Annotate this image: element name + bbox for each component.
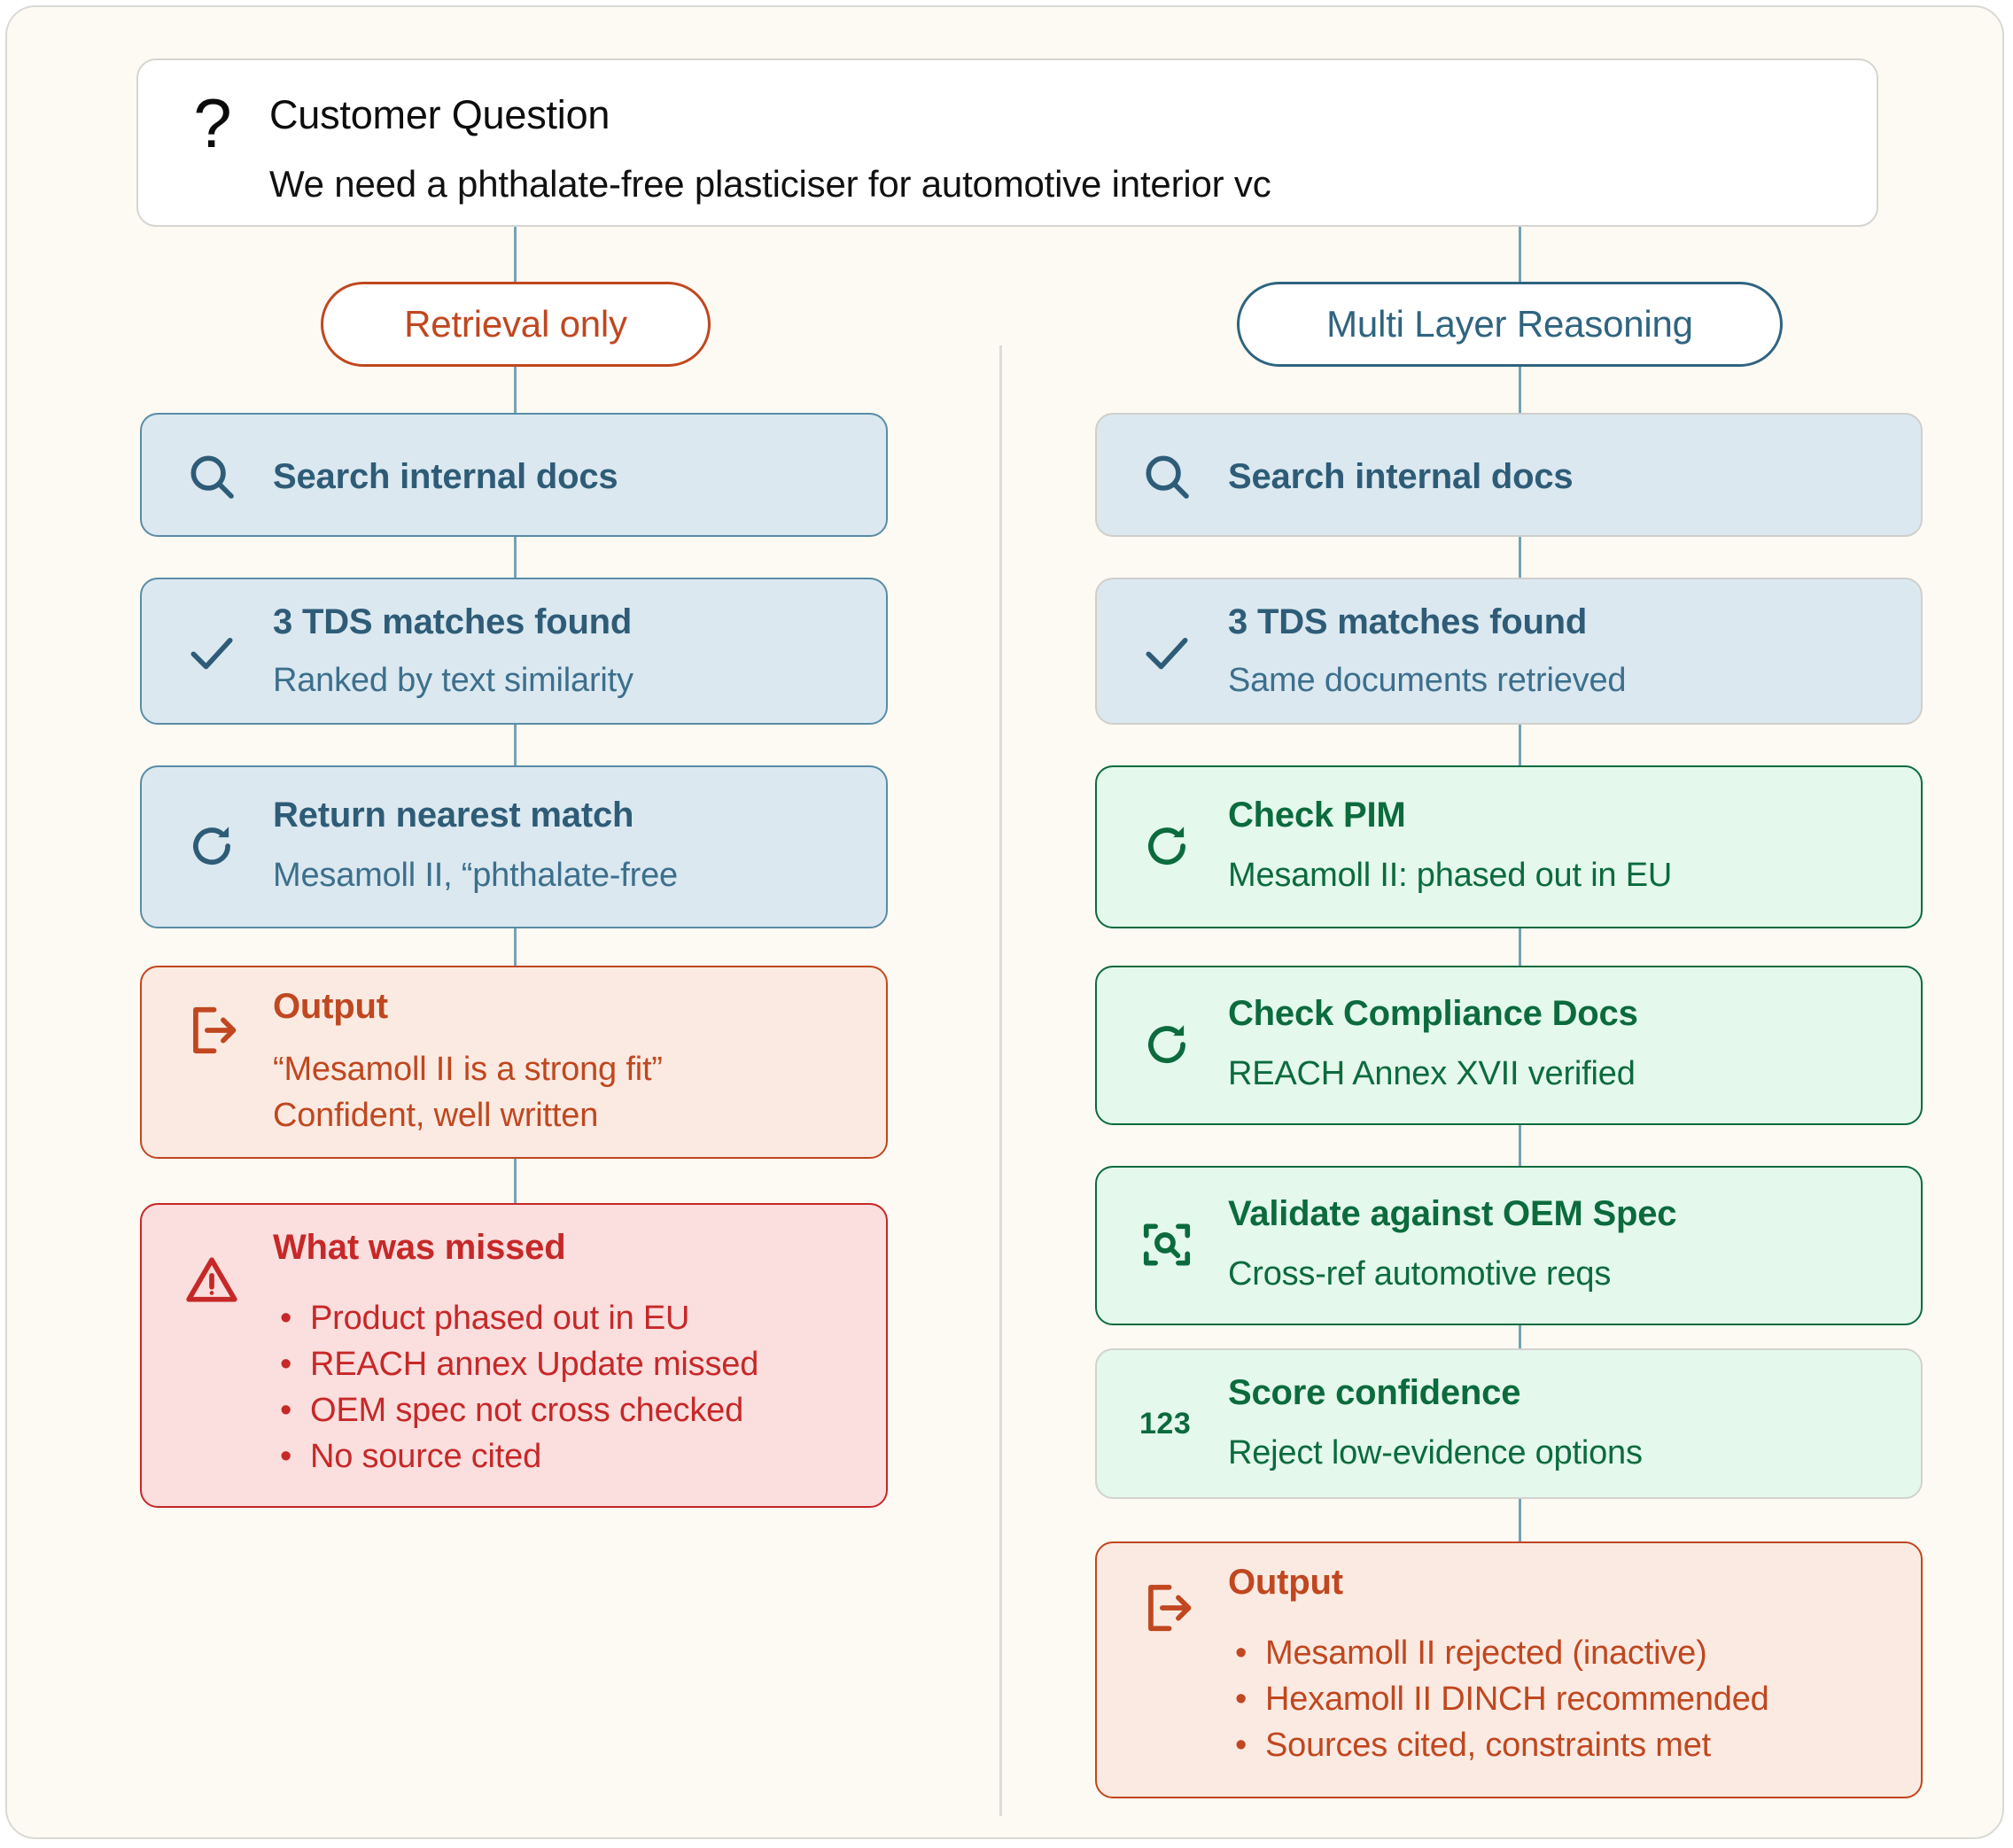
list-item: • Product phased out in EU — [273, 1295, 758, 1341]
connector-right-step2-to-step3 — [1519, 725, 1521, 765]
left-step-what-was-missed-title: What was missed — [273, 1228, 566, 1267]
list-item: • Hexamoll II DINCH recommended — [1228, 1676, 1769, 1722]
refresh-icon — [1139, 1017, 1194, 1072]
right-step-output-bullets — [1228, 1630, 1769, 1768]
export-icon — [184, 1003, 239, 1058]
left-step-return-nearest-match-title: Return nearest match — [273, 796, 634, 835]
right-step-check-pim-sub: Mesamoll II: phased out in EU — [1228, 857, 1673, 894]
branch-pill-multi-layer-reasoning-label: Multi Layer Reasoning — [1326, 303, 1693, 345]
right-step-validate-oem-spec[interactable] — [1095, 1166, 1923, 1325]
right-step-score-confidence[interactable] — [1095, 1348, 1923, 1499]
connector-right-step1-to-step2 — [1519, 537, 1521, 578]
number-123-icon: 123 — [1139, 1407, 1192, 1440]
left-step-tds-matches[interactable] — [140, 578, 888, 725]
column-divider — [999, 346, 1002, 1816]
right-step-tds-matches-title: 3 TDS matches found — [1228, 602, 1588, 641]
right-step-tds-matches-sub: Same documents retrieved — [1228, 662, 1627, 699]
list-item: • Sources cited, constraints met — [1228, 1722, 1769, 1768]
right-step-validate-oem-spec-sub: Cross-ref automotive reqs — [1228, 1255, 1612, 1293]
list-item: • Mesamoll II rejected (inactive) — [1228, 1630, 1769, 1676]
left-step-output-line1: “Mesamoll II is a strong fit” — [273, 1051, 663, 1088]
right-step-check-compliance-docs-title: Check Compliance Docs — [1228, 994, 1638, 1033]
left-step-output-line2: Confident, well written — [273, 1097, 599, 1134]
connector-right-step3-to-step4 — [1519, 928, 1521, 966]
branch-pill-retrieval-only-label: Retrieval only — [404, 303, 627, 345]
connector-left-step2-to-step3 — [514, 725, 517, 765]
left-step-return-nearest-match[interactable] — [140, 765, 888, 928]
left-step-what-was-missed-bullets — [273, 1295, 758, 1479]
connector-question-to-right-pill — [1519, 227, 1521, 282]
connector-question-to-left-pill — [514, 227, 517, 282]
refresh-icon — [184, 819, 239, 874]
connector-right-pill-to-step1 — [1519, 367, 1521, 413]
right-step-check-compliance-docs[interactable] — [1095, 966, 1923, 1125]
question-mark-icon: ? — [193, 84, 232, 162]
diagram-canvas — [5, 5, 2004, 1839]
connector-left-pill-to-step1 — [514, 367, 517, 413]
warning-icon — [184, 1253, 239, 1308]
customer-question-card — [136, 58, 1878, 227]
right-step-check-pim-title: Check PIM — [1228, 796, 1406, 835]
left-step-tds-matches-sub: Ranked by text similarity — [273, 662, 633, 699]
left-step-search-internal-docs-title: Search internal docs — [273, 457, 618, 496]
right-step-validate-oem-spec-title: Validate against OEM Spec — [1228, 1194, 1677, 1233]
right-step-score-confidence-sub: Reject low-evidence options — [1228, 1434, 1643, 1471]
search-icon — [184, 449, 239, 504]
right-step-search-internal-docs-title: Search internal docs — [1228, 457, 1574, 496]
right-step-tds-matches[interactable] — [1095, 578, 1923, 725]
right-step-output-title: Output — [1228, 1563, 1343, 1602]
left-step-return-nearest-match-sub: Mesamoll II, “phthalate-free — [273, 857, 678, 894]
left-step-search-internal-docs[interactable] — [140, 413, 888, 537]
scan-search-icon — [1139, 1217, 1194, 1272]
left-step-what-was-missed[interactable] — [140, 1203, 888, 1508]
right-step-search-internal-docs[interactable] — [1095, 413, 1923, 537]
branch-pill-retrieval-only[interactable] — [321, 282, 711, 367]
list-item: • REACH annex Update missed — [273, 1341, 758, 1387]
right-step-output[interactable] — [1095, 1541, 1923, 1798]
list-item: • No source cited — [273, 1433, 758, 1479]
connector-right-step6-to-step7 — [1519, 1499, 1521, 1541]
list-item: • OEM spec not cross checked — [273, 1387, 758, 1433]
connector-left-step1-to-step2 — [514, 537, 517, 578]
export-icon — [1139, 1580, 1194, 1635]
refresh-icon — [1139, 819, 1194, 874]
branch-pill-multi-layer-reasoning[interactable] — [1237, 282, 1783, 367]
connector-left-step4-to-step5 — [514, 1159, 517, 1203]
left-step-output-title: Output — [273, 987, 388, 1026]
left-step-output[interactable] — [140, 966, 888, 1159]
question-title: Customer Question — [269, 92, 610, 137]
connector-right-step4-to-step5 — [1519, 1125, 1521, 1166]
check-icon — [1139, 625, 1194, 680]
check-icon — [184, 625, 239, 680]
search-icon — [1139, 449, 1194, 504]
connector-left-step3-to-step4 — [514, 928, 517, 966]
right-step-check-pim[interactable] — [1095, 765, 1923, 928]
right-step-score-confidence-title: Score confidence — [1228, 1373, 1521, 1412]
right-step-check-compliance-docs-sub: REACH Annex XVII verified — [1228, 1055, 1636, 1092]
left-step-tds-matches-title: 3 TDS matches found — [273, 602, 633, 641]
question-text: We need a phthalate-free plasticiser for automotive interior vc — [269, 163, 1271, 205]
